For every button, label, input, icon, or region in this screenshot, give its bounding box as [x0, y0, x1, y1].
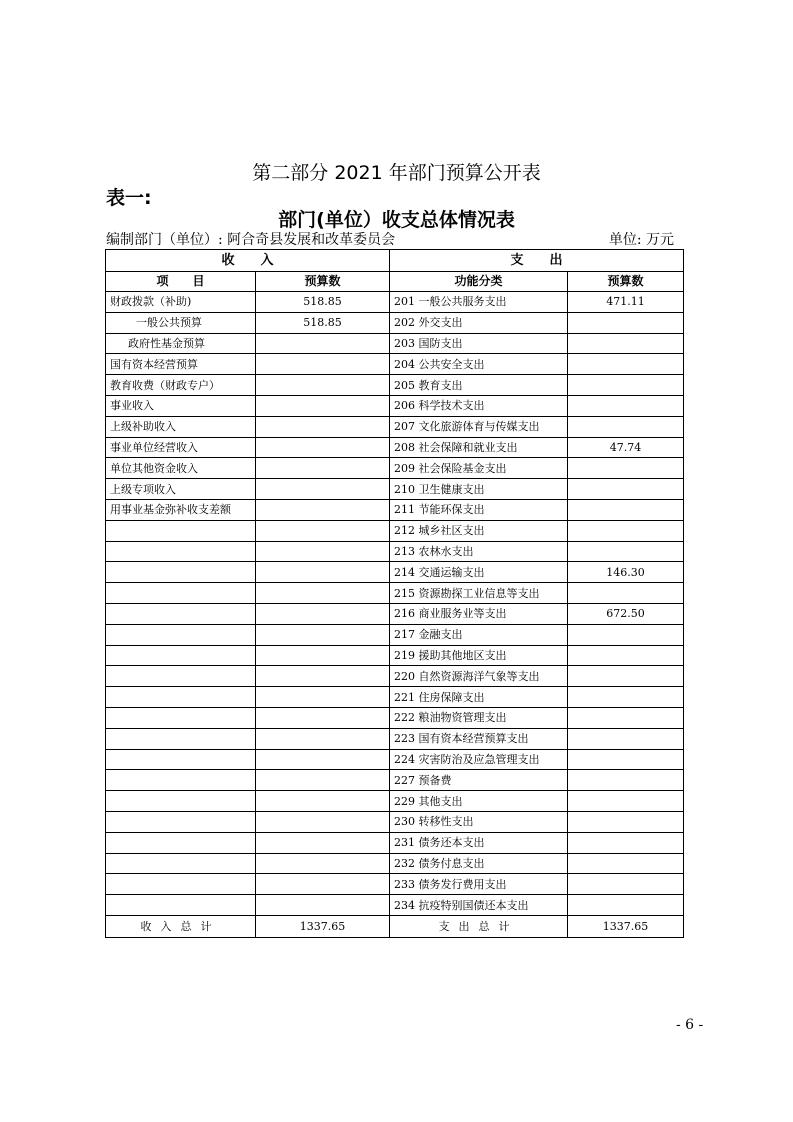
- income-item-cell: 事业单位经营收入: [106, 437, 256, 458]
- table-row: [106, 354, 684, 375]
- expense-amount-cell: [568, 728, 684, 749]
- expense-item-cell: 207 文化旅游体育与传媒支出: [390, 416, 568, 437]
- income-item-cell: 教育收费（财政专户）: [106, 375, 256, 396]
- expense-item-cell: 221 住房保障支出: [390, 687, 568, 708]
- table-row: [106, 541, 684, 562]
- income-item-cell: [106, 624, 256, 645]
- expense-item-cell: 229 其他支出: [390, 791, 568, 812]
- table-row: [106, 687, 684, 708]
- expense-amount-cell: [568, 874, 684, 895]
- expense-amount-cell: 47.74: [568, 437, 684, 458]
- expense-amount-cell: [568, 707, 684, 728]
- expense-item-cell: 215 资源勘探工业信息等支出: [390, 583, 568, 604]
- table-row: [106, 853, 684, 874]
- income-item-cell: [106, 853, 256, 874]
- table-row: [106, 437, 684, 458]
- expense-amount-cell: [568, 687, 684, 708]
- income-amount-cell: [256, 666, 390, 687]
- expense-amount-cell: [568, 458, 684, 479]
- expense-item-cell: 224 灾害防治及应急管理支出: [390, 749, 568, 770]
- income-item-cell: [106, 895, 256, 916]
- income-total-label: 收入总计: [106, 915, 256, 937]
- table-title: 部门(单位）收支总体情况表: [278, 209, 515, 231]
- section-header-row: [106, 250, 684, 272]
- income-item-cell: [106, 645, 256, 666]
- income-amount-cell: [256, 707, 390, 728]
- expense-item-cell: 230 转移性支出: [390, 811, 568, 832]
- income-amount-cell: [256, 479, 390, 500]
- expense-amount-cell: 146.30: [568, 562, 684, 583]
- income-item-cell: [106, 666, 256, 687]
- income-item-cell: 上级专项收入: [106, 479, 256, 500]
- expense-amount-cell: [568, 499, 684, 520]
- expense-amount-cell: [568, 645, 684, 666]
- table-row: [106, 583, 684, 604]
- table-row: [106, 624, 684, 645]
- expense-item-cell: 204 公共安全支出: [390, 354, 568, 375]
- income-amount-cell: [256, 583, 390, 604]
- expense-item-cell: 231 债务还本支出: [390, 832, 568, 853]
- table-row: [106, 312, 684, 333]
- income-amount-cell: [256, 354, 390, 375]
- income-item-cell: [106, 811, 256, 832]
- income-amount-cell: [256, 499, 390, 520]
- income-item-cell: [106, 520, 256, 541]
- expense-item-cell: 232 债务付息支出: [390, 853, 568, 874]
- income-amount-cell: [256, 749, 390, 770]
- income-item-cell: [106, 707, 256, 728]
- income-item-cell: 上级补助收入: [106, 416, 256, 437]
- expense-amount-cell: 672.50: [568, 603, 684, 624]
- expense-item-cell: 212 城乡社区支出: [390, 520, 568, 541]
- expense-item-cell: 214 交通运输支出: [390, 562, 568, 583]
- expense-item-cell: 219 援助其他地区支出: [390, 645, 568, 666]
- expense-item-cell: 209 社会保险基金支出: [390, 458, 568, 479]
- table-row: [106, 666, 684, 687]
- table-row: [106, 874, 684, 895]
- income-item-cell: [106, 728, 256, 749]
- expense-amount-cell: [568, 520, 684, 541]
- expense-amount-cell: [568, 811, 684, 832]
- table-row: [106, 770, 684, 791]
- income-item-cell: [106, 687, 256, 708]
- income-item-cell: [106, 832, 256, 853]
- income-item-cell: 事业收入: [106, 395, 256, 416]
- table-row: [106, 707, 684, 728]
- income-amount-cell: [256, 687, 390, 708]
- expense-amount-cell: [568, 312, 684, 333]
- income-amount-cell: [256, 437, 390, 458]
- table-row: [106, 333, 684, 354]
- expense-amount-cell: [568, 624, 684, 645]
- income-amount-cell: [256, 874, 390, 895]
- table-row: [106, 520, 684, 541]
- table-row: [106, 645, 684, 666]
- income-item-cell: 单位其他资金收入: [106, 458, 256, 479]
- expense-item-cell: 211 节能环保支出: [390, 499, 568, 520]
- income-item-cell: [106, 749, 256, 770]
- income-amount-cell: [256, 645, 390, 666]
- table-row: [106, 395, 684, 416]
- expense-total-label: 支出总计: [390, 915, 568, 937]
- expense-item-cell: 205 教育支出: [390, 375, 568, 396]
- income-item-cell: 用事业基金弥补收支差额: [106, 499, 256, 520]
- income-amount-cell: [256, 791, 390, 812]
- expense-amount-cell: [568, 395, 684, 416]
- income-section-header: 收 入: [106, 250, 390, 272]
- income-item-cell: 政府性基金预算: [106, 333, 256, 354]
- income-amount-cell: [256, 770, 390, 791]
- expense-item-cell: 227 预备费: [390, 770, 568, 791]
- table-row: [106, 479, 684, 500]
- expense-amount-cell: [568, 354, 684, 375]
- income-amount-cell: [256, 853, 390, 874]
- income-item-cell: [106, 791, 256, 812]
- expense-amount-cell: [568, 375, 684, 396]
- income-amount-cell: [256, 375, 390, 396]
- page-number: - 6 -: [676, 1017, 704, 1033]
- unit-label: 单位: 万元: [608, 232, 674, 248]
- expense-total-amount: 1337.65: [568, 915, 684, 937]
- table-row: [106, 832, 684, 853]
- org-line: 编制部门（单位）: 阿合奇县发展和改革委员会: [106, 232, 396, 248]
- income-item-cell: [106, 874, 256, 895]
- expense-item-cell: 220 自然资源海洋气象等支出: [390, 666, 568, 687]
- table-row: [106, 603, 684, 624]
- table-row: [106, 895, 684, 916]
- expense-section-header: 支 出: [390, 250, 684, 272]
- table-row: [106, 292, 684, 313]
- expense-amount-cell: [568, 749, 684, 770]
- expense-item-cell: 223 国有资本经营预算支出: [390, 728, 568, 749]
- income-amount-cell: [256, 832, 390, 853]
- income-amount-cell: [256, 728, 390, 749]
- expense-item-cell: 222 粮油物资管理支出: [390, 707, 568, 728]
- income-item-cell: [106, 603, 256, 624]
- part-title: 第二部分 2021 年部门预算公开表: [252, 162, 541, 184]
- table-row: [106, 791, 684, 812]
- income-amount-cell: 518.85: [256, 312, 390, 333]
- column-header-item: 项 目: [106, 272, 256, 292]
- expense-amount-cell: [568, 895, 684, 916]
- expense-item-cell: 213 农林水支出: [390, 541, 568, 562]
- expense-amount-cell: [568, 416, 684, 437]
- expense-amount-cell: [568, 770, 684, 791]
- expense-amount-cell: 471.11: [568, 292, 684, 313]
- expense-item-cell: 208 社会保障和就业支出: [390, 437, 568, 458]
- expense-amount-cell: [568, 333, 684, 354]
- income-amount-cell: 518.85: [256, 292, 390, 313]
- income-amount-cell: [256, 624, 390, 645]
- column-header-expense-amount: 预算数: [568, 272, 684, 292]
- table-row: [106, 728, 684, 749]
- income-item-cell: [106, 583, 256, 604]
- meta-row: [106, 229, 678, 249]
- table-label: 表一:: [106, 187, 152, 209]
- income-item-cell: [106, 770, 256, 791]
- table-row: [106, 416, 684, 437]
- expense-amount-cell: [568, 666, 684, 687]
- table-row: [106, 375, 684, 396]
- income-item-cell: 财政拨款（补助): [106, 292, 256, 313]
- expense-amount-cell: [568, 583, 684, 604]
- total-row: [106, 915, 684, 937]
- income-amount-cell: [256, 811, 390, 832]
- expense-item-cell: 217 金融支出: [390, 624, 568, 645]
- column-header-row: [106, 272, 684, 292]
- table-row: [106, 562, 684, 583]
- expense-item-cell: 203 国防支出: [390, 333, 568, 354]
- income-item-cell: [106, 562, 256, 583]
- income-amount-cell: [256, 895, 390, 916]
- table-row: [106, 499, 684, 520]
- expense-item-cell: 234 抗疫特别国债还本支出: [390, 895, 568, 916]
- income-amount-cell: [256, 541, 390, 562]
- income-amount-cell: [256, 520, 390, 541]
- table-row: [106, 458, 684, 479]
- expense-amount-cell: [568, 541, 684, 562]
- expense-amount-cell: [568, 853, 684, 874]
- column-header-function: 功能分类: [390, 272, 568, 292]
- expense-item-cell: 210 卫生健康支出: [390, 479, 568, 500]
- expense-amount-cell: [568, 791, 684, 812]
- income-amount-cell: [256, 603, 390, 624]
- table-row: [106, 811, 684, 832]
- table-row: [106, 749, 684, 770]
- income-item-cell: 国有资本经营预算: [106, 354, 256, 375]
- income-amount-cell: [256, 562, 390, 583]
- expense-item-cell: 206 科学技术支出: [390, 395, 568, 416]
- income-item-cell: 一般公共预算: [106, 312, 256, 333]
- income-amount-cell: [256, 416, 390, 437]
- income-amount-cell: [256, 458, 390, 479]
- expense-item-cell: 233 债务发行费用支出: [390, 874, 568, 895]
- expense-amount-cell: [568, 832, 684, 853]
- expense-item-cell: 202 外交支出: [390, 312, 568, 333]
- income-amount-cell: [256, 395, 390, 416]
- expense-item-cell: 216 商业服务业等支出: [390, 603, 568, 624]
- income-amount-cell: [256, 333, 390, 354]
- column-header-income-amount: 预算数: [256, 272, 390, 292]
- expense-amount-cell: [568, 479, 684, 500]
- budget-table: [105, 249, 684, 938]
- expense-item-cell: 201 一般公共服务支出: [390, 292, 568, 313]
- income-total-amount: 1337.65: [256, 915, 390, 937]
- income-item-cell: [106, 541, 256, 562]
